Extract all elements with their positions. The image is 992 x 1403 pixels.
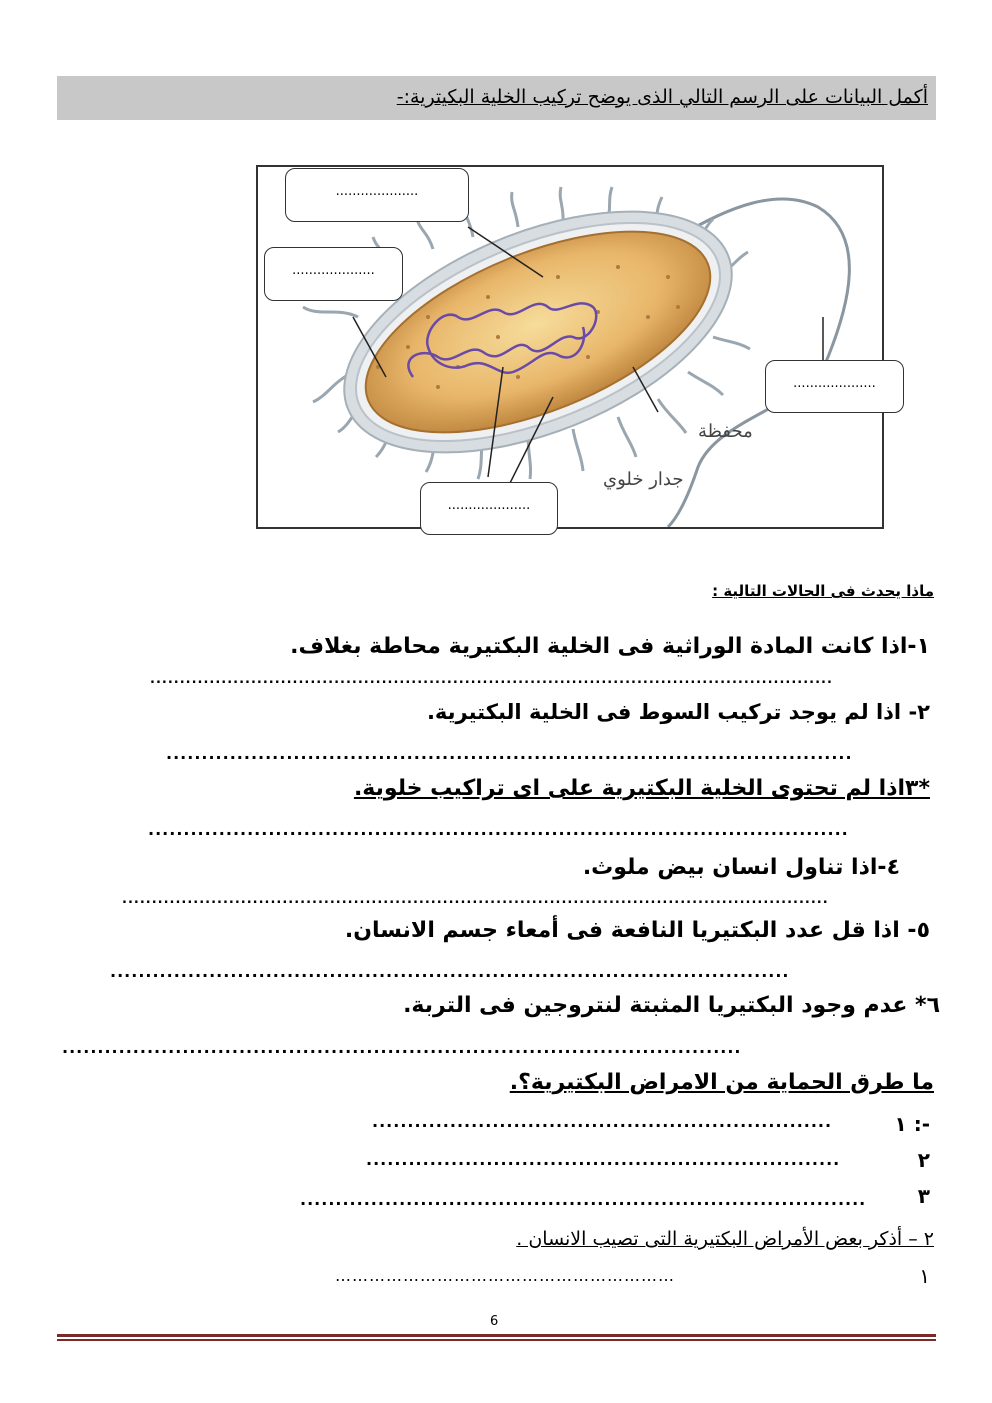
- footer-rule: [57, 1334, 936, 1337]
- disease-num-1: ١: [919, 1264, 930, 1288]
- section2-title: ما طرق الحماية من الامراض البكتيرية؟.: [509, 1070, 934, 1095]
- answer-line-2[interactable]: .................................................................................................: [166, 744, 853, 763]
- protection-line-1[interactable]: .................................................................: [372, 1112, 833, 1131]
- answer-line-5[interactable]: ................................................................................................: [110, 962, 790, 981]
- protection-line-3[interactable]: ................................................................................: [300, 1190, 867, 1209]
- disease-line-1[interactable]: ……………………………………………………: [335, 1266, 675, 1285]
- question-6: ٦* عدم وجود البكتيريا المثبتة لنتروجين فى التربة.: [403, 993, 940, 1018]
- blank-label-cytoplasm[interactable]: ....................: [264, 247, 403, 301]
- header-title: أكمل البيانات على الرسم التالي الذى يوضح تركيب الخلية البكيترية:-: [396, 86, 928, 108]
- capsule-label: محفظة: [698, 421, 753, 442]
- protection-line-2[interactable]: ...................................................................: [366, 1150, 841, 1169]
- answer-line-4[interactable]: .......................................................................................................................: [122, 892, 829, 907]
- header-bar: [57, 76, 936, 120]
- blank-label-flagellum[interactable]: ....................: [765, 360, 904, 413]
- blank-label-membrane[interactable]: ....................: [420, 482, 558, 535]
- answer-line-3[interactable]: ...................................................................................................: [148, 820, 849, 839]
- section1-title: ماذا يحدث فى الحالات التالية :: [712, 582, 934, 600]
- answer-line-1[interactable]: ...................................................................................................................: [150, 672, 833, 687]
- protection-num-2: ٢: [917, 1148, 930, 1172]
- cell-wall-label: جدار خلوي: [603, 469, 684, 490]
- section3-title: ٢ – أذكر بعض الأمراض البكتيرية التى تصيب الانسان .: [516, 1228, 934, 1250]
- answer-line-6[interactable]: ................................................................................................: [62, 1038, 742, 1057]
- footer-rule-thin: [57, 1339, 936, 1341]
- question-4: ٤-اذا تناول انسان بيض ملوث.: [582, 855, 900, 880]
- question-5: ٥- اذا قل عدد البكتيريا النافعة فى أمعاء جسم الانسان.: [344, 918, 930, 943]
- protection-num-1: ١ :-: [894, 1112, 930, 1136]
- protection-num-3: ٣: [917, 1184, 930, 1208]
- page-number: 6: [490, 1314, 499, 1329]
- question-2: ٢- اذا لم يوجد تركيب السوط فى الخلية البكتيرية.: [426, 700, 930, 724]
- blank-label-nucleoid[interactable]: ....................: [285, 168, 469, 222]
- question-3: *٣اذا لم تحتوى الخلية البكتيرية على اى تراكيب خلوية.: [353, 776, 930, 801]
- question-1: ١-اذا كانت المادة الوراثية فى الخلية البكتيرية محاطة بغلاف.: [290, 634, 930, 659]
